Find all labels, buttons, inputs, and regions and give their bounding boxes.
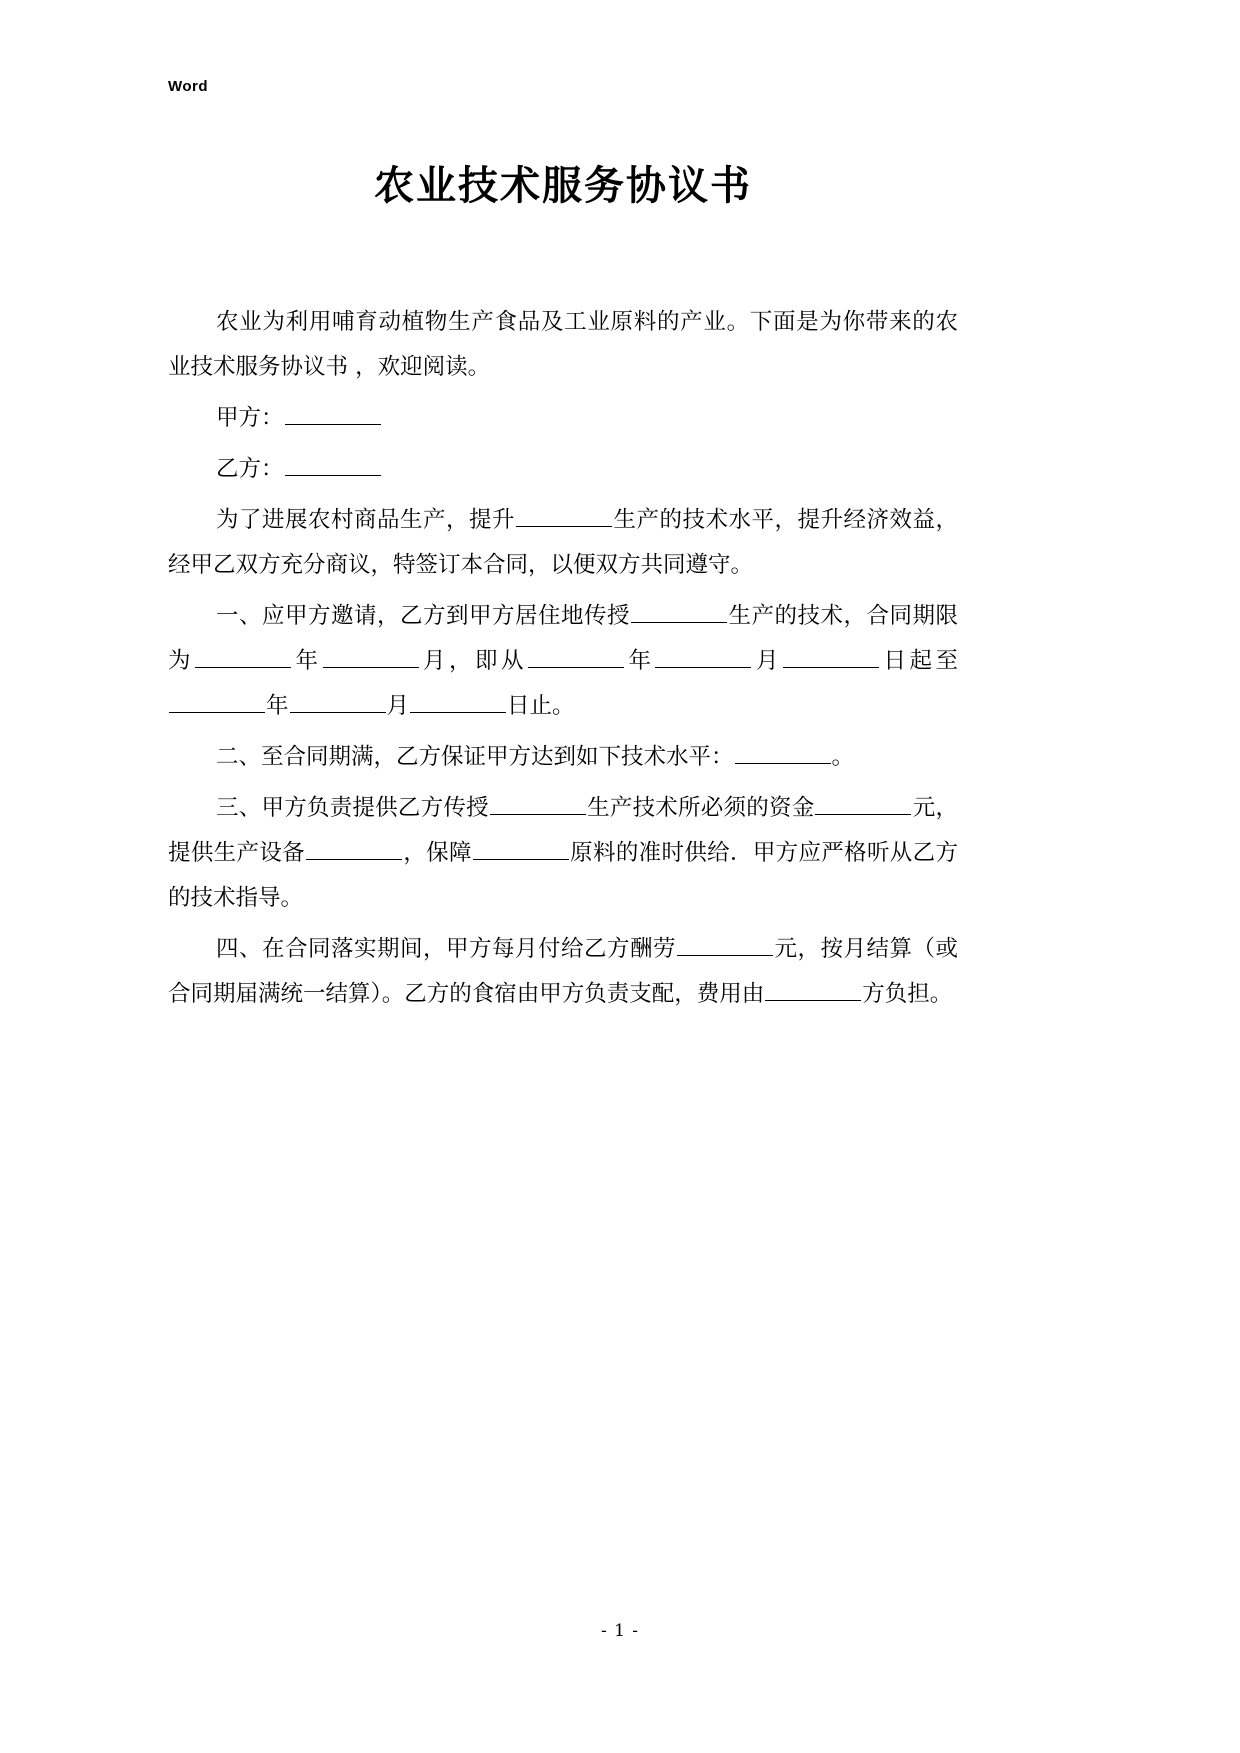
party-b-label: 乙方： bbox=[216, 456, 284, 482]
clause-1-paragraph bbox=[168, 594, 958, 729]
clause-3-blank-equipment[interactable] bbox=[306, 834, 402, 860]
clause-3-blank-amount[interactable] bbox=[815, 789, 911, 815]
page-number: - 1 - bbox=[600, 1621, 640, 1641]
clause-4-text-1: 四、在合同落实期间，甲方每月付给乙方酬劳 bbox=[216, 936, 676, 962]
preamble-text-2: 生产的技术水平，提升经济效益，经甲乙双方充分商议，特签订本合同，以便双方共同遵守。 bbox=[168, 507, 958, 578]
clause-1-blank-year-2[interactable] bbox=[528, 642, 624, 668]
clause-3-text-1: 三、甲方负责提供乙方传授 bbox=[216, 795, 489, 821]
clause-1-blank-day-1[interactable] bbox=[783, 642, 879, 668]
clause-4-blank-party[interactable] bbox=[765, 975, 861, 1001]
clause-1-blank-month-1[interactable] bbox=[323, 642, 419, 668]
party-a-label: 甲方： bbox=[216, 405, 284, 431]
clause-3-blank-1[interactable] bbox=[490, 789, 586, 815]
clause-4-text-2: 元，按月结算（或合同期届满统一结算）。乙方的食宿由甲方负责支配，费用由 bbox=[168, 936, 958, 1007]
clause-3-text-3: ，保障 bbox=[403, 840, 472, 866]
party-a-blank[interactable] bbox=[285, 399, 381, 425]
clause-4-text-3: 方负担。 bbox=[862, 981, 953, 1007]
party-b-line bbox=[168, 447, 958, 492]
clause-3-unit-yuan: 元，提供生产设备 bbox=[168, 795, 958, 866]
clause-1-blank-year-1[interactable] bbox=[195, 642, 291, 668]
clause-1-unit-month-1: 月，即从 bbox=[419, 648, 527, 674]
clause-2-text-2: 。 bbox=[831, 744, 855, 770]
party-b-blank[interactable] bbox=[285, 450, 381, 476]
word-watermark-label: Word bbox=[168, 78, 209, 95]
intro-paragraph: 农业为利用哺育动植物生产食品及工业原料的产业。下面是为你带来的农业技术服务协议书 ，欢迎阅读。 bbox=[168, 309, 958, 380]
clause-2-text-1: 二、至合同期满，乙方保证甲方达到如下技术水平： bbox=[216, 744, 734, 770]
clause-1-unit-month-2: 月 bbox=[752, 648, 782, 674]
preamble-blank-1[interactable] bbox=[516, 501, 612, 527]
preamble-text-1: 为了进展农村商品生产，提升 bbox=[216, 507, 515, 533]
clause-1-blank-day-2[interactable] bbox=[410, 687, 506, 713]
document-body bbox=[168, 160, 958, 1023]
clause-4-paragraph bbox=[168, 927, 958, 1017]
page-title: 农业技术服务协议书 bbox=[374, 163, 752, 209]
clause-2-blank-1[interactable] bbox=[735, 738, 831, 764]
clause-1-unit-month-3: 月 bbox=[386, 693, 410, 719]
clause-1-unit-day-2: 日止。 bbox=[507, 693, 575, 719]
clause-3-text-4: 原料的准时供给．甲方应严格听从乙方的技术指导。 bbox=[168, 840, 958, 911]
clause-1-text-1: 一、应甲方邀请，乙方到甲方居住地传授 bbox=[216, 603, 630, 629]
clause-3-paragraph bbox=[168, 786, 958, 921]
clause-1-unit-day-1: 日起至 bbox=[879, 648, 958, 674]
clause-1-unit-year-2: 年 bbox=[624, 648, 655, 674]
clause-1-blank-month-3[interactable] bbox=[290, 687, 386, 713]
clause-2-paragraph bbox=[168, 735, 958, 780]
clause-1-blank-1[interactable] bbox=[631, 597, 727, 623]
party-a-line bbox=[168, 396, 958, 441]
preamble-paragraph bbox=[168, 498, 958, 588]
clause-3-blank-material[interactable] bbox=[473, 834, 569, 860]
clause-3-text-2: 生产技术所必须的资金 bbox=[586, 795, 815, 821]
page-footer bbox=[0, 1621, 1240, 1641]
clause-1-text-2: 生产的技术，合同期限为 bbox=[168, 603, 958, 674]
clause-1-unit-year-3: 年 bbox=[266, 693, 289, 719]
clause-1-unit-year-1: 年 bbox=[292, 648, 322, 674]
clause-1-blank-month-2[interactable] bbox=[655, 642, 751, 668]
clause-4-blank-pay[interactable] bbox=[677, 930, 773, 956]
clause-1-blank-year-3[interactable] bbox=[169, 687, 265, 713]
